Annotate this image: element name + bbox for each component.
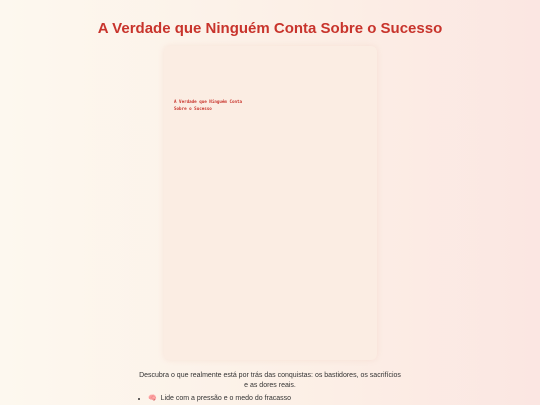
feature-text: Lide com a pressão e o medo do fracasso (160, 395, 292, 402)
ebook-cover (164, 46, 377, 360)
description-text: Descubra o que realmente está por trás das conquistas: os bastidores, os sacrifícios e as dores reais. (139, 372, 401, 389)
feature-item (148, 394, 291, 403)
page-title: A Verdade que Ninguém Conta Sobre o Sucesso (97, 20, 443, 37)
cover-title: A Verdade que Ninguém Conta Sobre o Sucesso (174, 99, 243, 111)
feature-list (138, 394, 291, 403)
brain-icon: 🧠 (148, 395, 157, 402)
